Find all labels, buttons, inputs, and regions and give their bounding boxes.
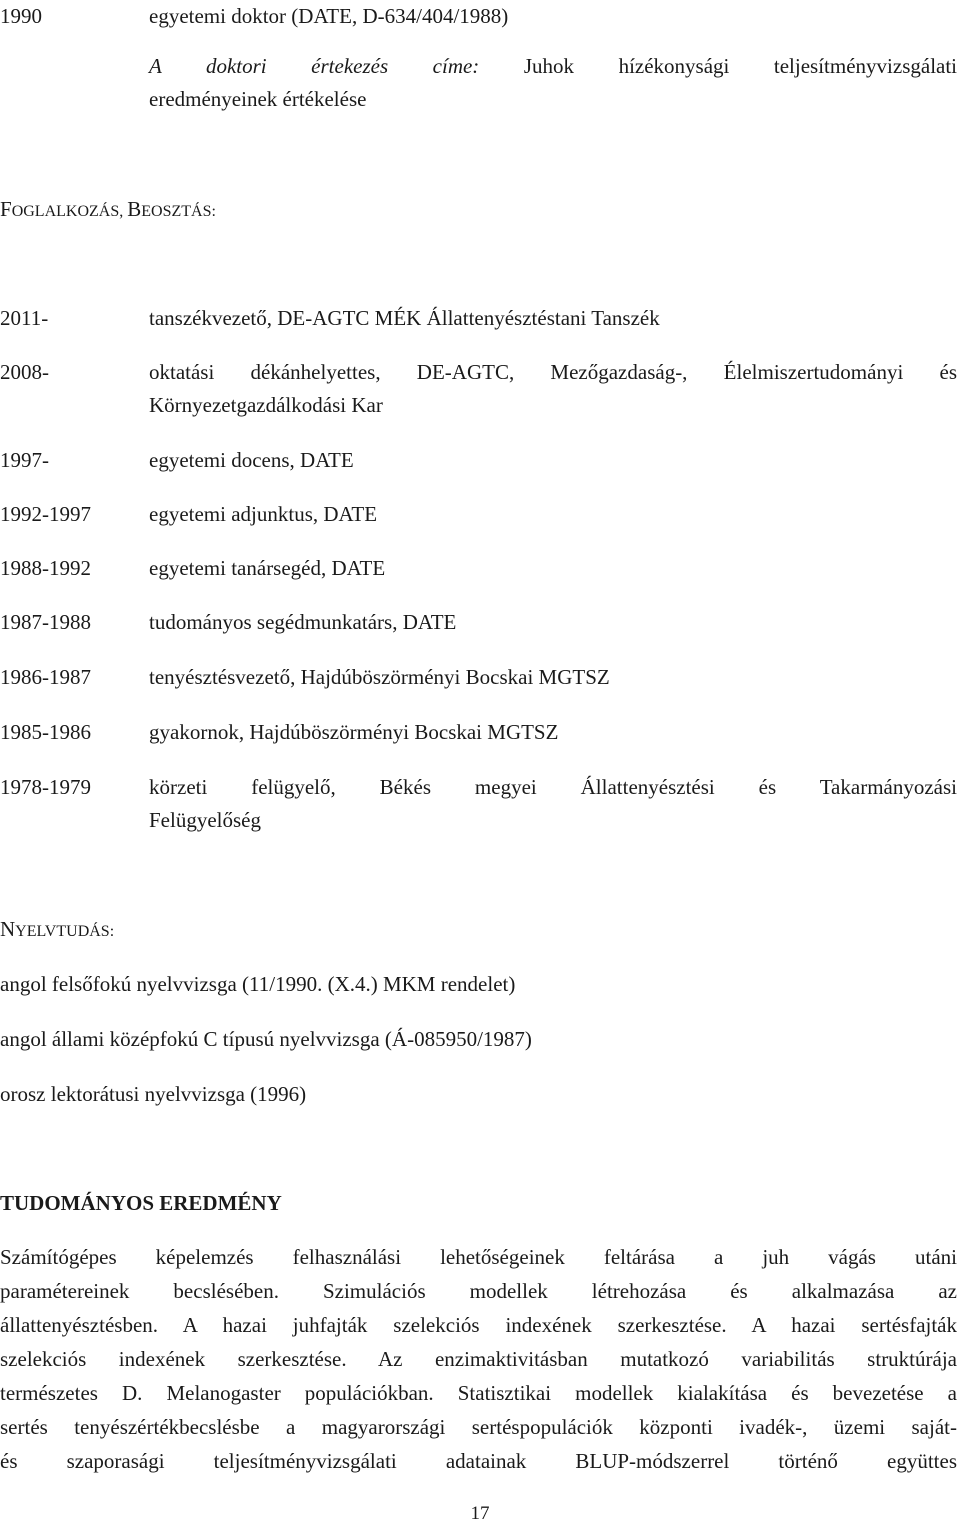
employment-year: 1986-1987 (0, 665, 91, 689)
thesis-title-2: eredményeinek értékelése (149, 87, 367, 111)
employment-position-line-2: Környezetgazdálkodási Kar (149, 393, 383, 417)
research-line: állattenyésztésben. A hazai juhfajták szelekciós indexének szerkesztése. A hazai sertésfajták (0, 1313, 957, 1337)
research-line: paramétereinek becslésében. Szimulációs modellek létrehozása és alkalmazása az (0, 1279, 957, 1303)
employment-year: 2008- (0, 360, 49, 384)
research-heading: TUDOMÁNYOS EREDMÉNY (0, 1191, 282, 1215)
thesis-line-1 (149, 50, 957, 83)
employment-year: 1992-1997 (0, 502, 91, 526)
language-item: orosz lektorátusi nyelvvizsga (1996) (0, 1082, 307, 1106)
employment-position: gyakornok, Hajdúböszörményi Bocskai MGTSZ (149, 720, 559, 744)
languages-heading: NYELVTUDÁS: (0, 917, 115, 941)
employment-position: oktatási dékánhelyettes, DE-AGTC, Mezőgazdaság-, Élelmiszertudományi és (149, 360, 957, 384)
employment-year: 1985-1986 (0, 720, 91, 744)
employment-year: 1978-1979 (0, 775, 91, 799)
thesis-label: A doktori értekezés címe: (149, 54, 480, 78)
employment-position: körzeti felügyelő, Békés megyei Állattenyésztési és Takarmányozási (149, 775, 957, 799)
employment-position: tudományos segédmunkatárs, DATE (149, 610, 457, 634)
thesis-title-1: Juhok hízékonysági teljesítményvizsgálati (523, 54, 958, 78)
employment-year: 1987-1988 (0, 610, 91, 634)
research-line: szelekciós indexének szerkesztése. Az enzimaktivitásban mutatkozó variabilitás struktúrája (0, 1347, 957, 1371)
research-paragraph (0, 1240, 957, 1478)
employment-position: egyetemi tanársegéd, DATE (149, 556, 386, 580)
employment-year: 1988-1992 (0, 556, 91, 580)
research-line: sertés tenyészértékbecslésbe a magyarországi sertéspopulációk központi ivadék-, üzemi saját- (0, 1415, 957, 1439)
employment-year: 1997- (0, 448, 49, 472)
employment-position: egyetemi adjunktus, DATE (149, 502, 378, 526)
research-line: Számítógépes képelemzés felhasználási lehetőségeinek feltárása a juh vágás utáni (0, 1245, 957, 1269)
degree-text: egyetemi doktor (DATE, D-634/404/1988) (149, 4, 509, 28)
employment-heading: FOGLALKOZÁS, BEOSZTÁS: (0, 197, 216, 221)
research-line: és szaporasági teljesítményvizsgálati adatainak BLUP-módszerrel történő együttes (0, 1449, 957, 1473)
employment-year: 2011- (0, 306, 49, 330)
language-item: angol állami középfokú C típusú nyelvvizsga (Á-085950/1987) (0, 1027, 532, 1051)
employment-position: tenyésztésvezető, Hajdúböszörményi Bocskai MGTSZ (149, 665, 610, 689)
language-item: angol felsőfokú nyelvvizsga (11/1990. (X.4.) MKM rendelet) (0, 972, 516, 996)
page-number: 17 (470, 1503, 490, 1524)
research-line: természetes D. Melanogaster populációkban. Statisztikai modellek kialakítása és bevezetése a (0, 1381, 957, 1405)
employment-position-line-2: Felügyelőség (149, 808, 261, 832)
employment-position: egyetemi docens, DATE (149, 448, 354, 472)
degree-year: 1990 (0, 4, 42, 28)
employment-position: tanszékvezető, DE-AGTC MÉK Állattenyésztéstani Tanszék (149, 306, 660, 330)
